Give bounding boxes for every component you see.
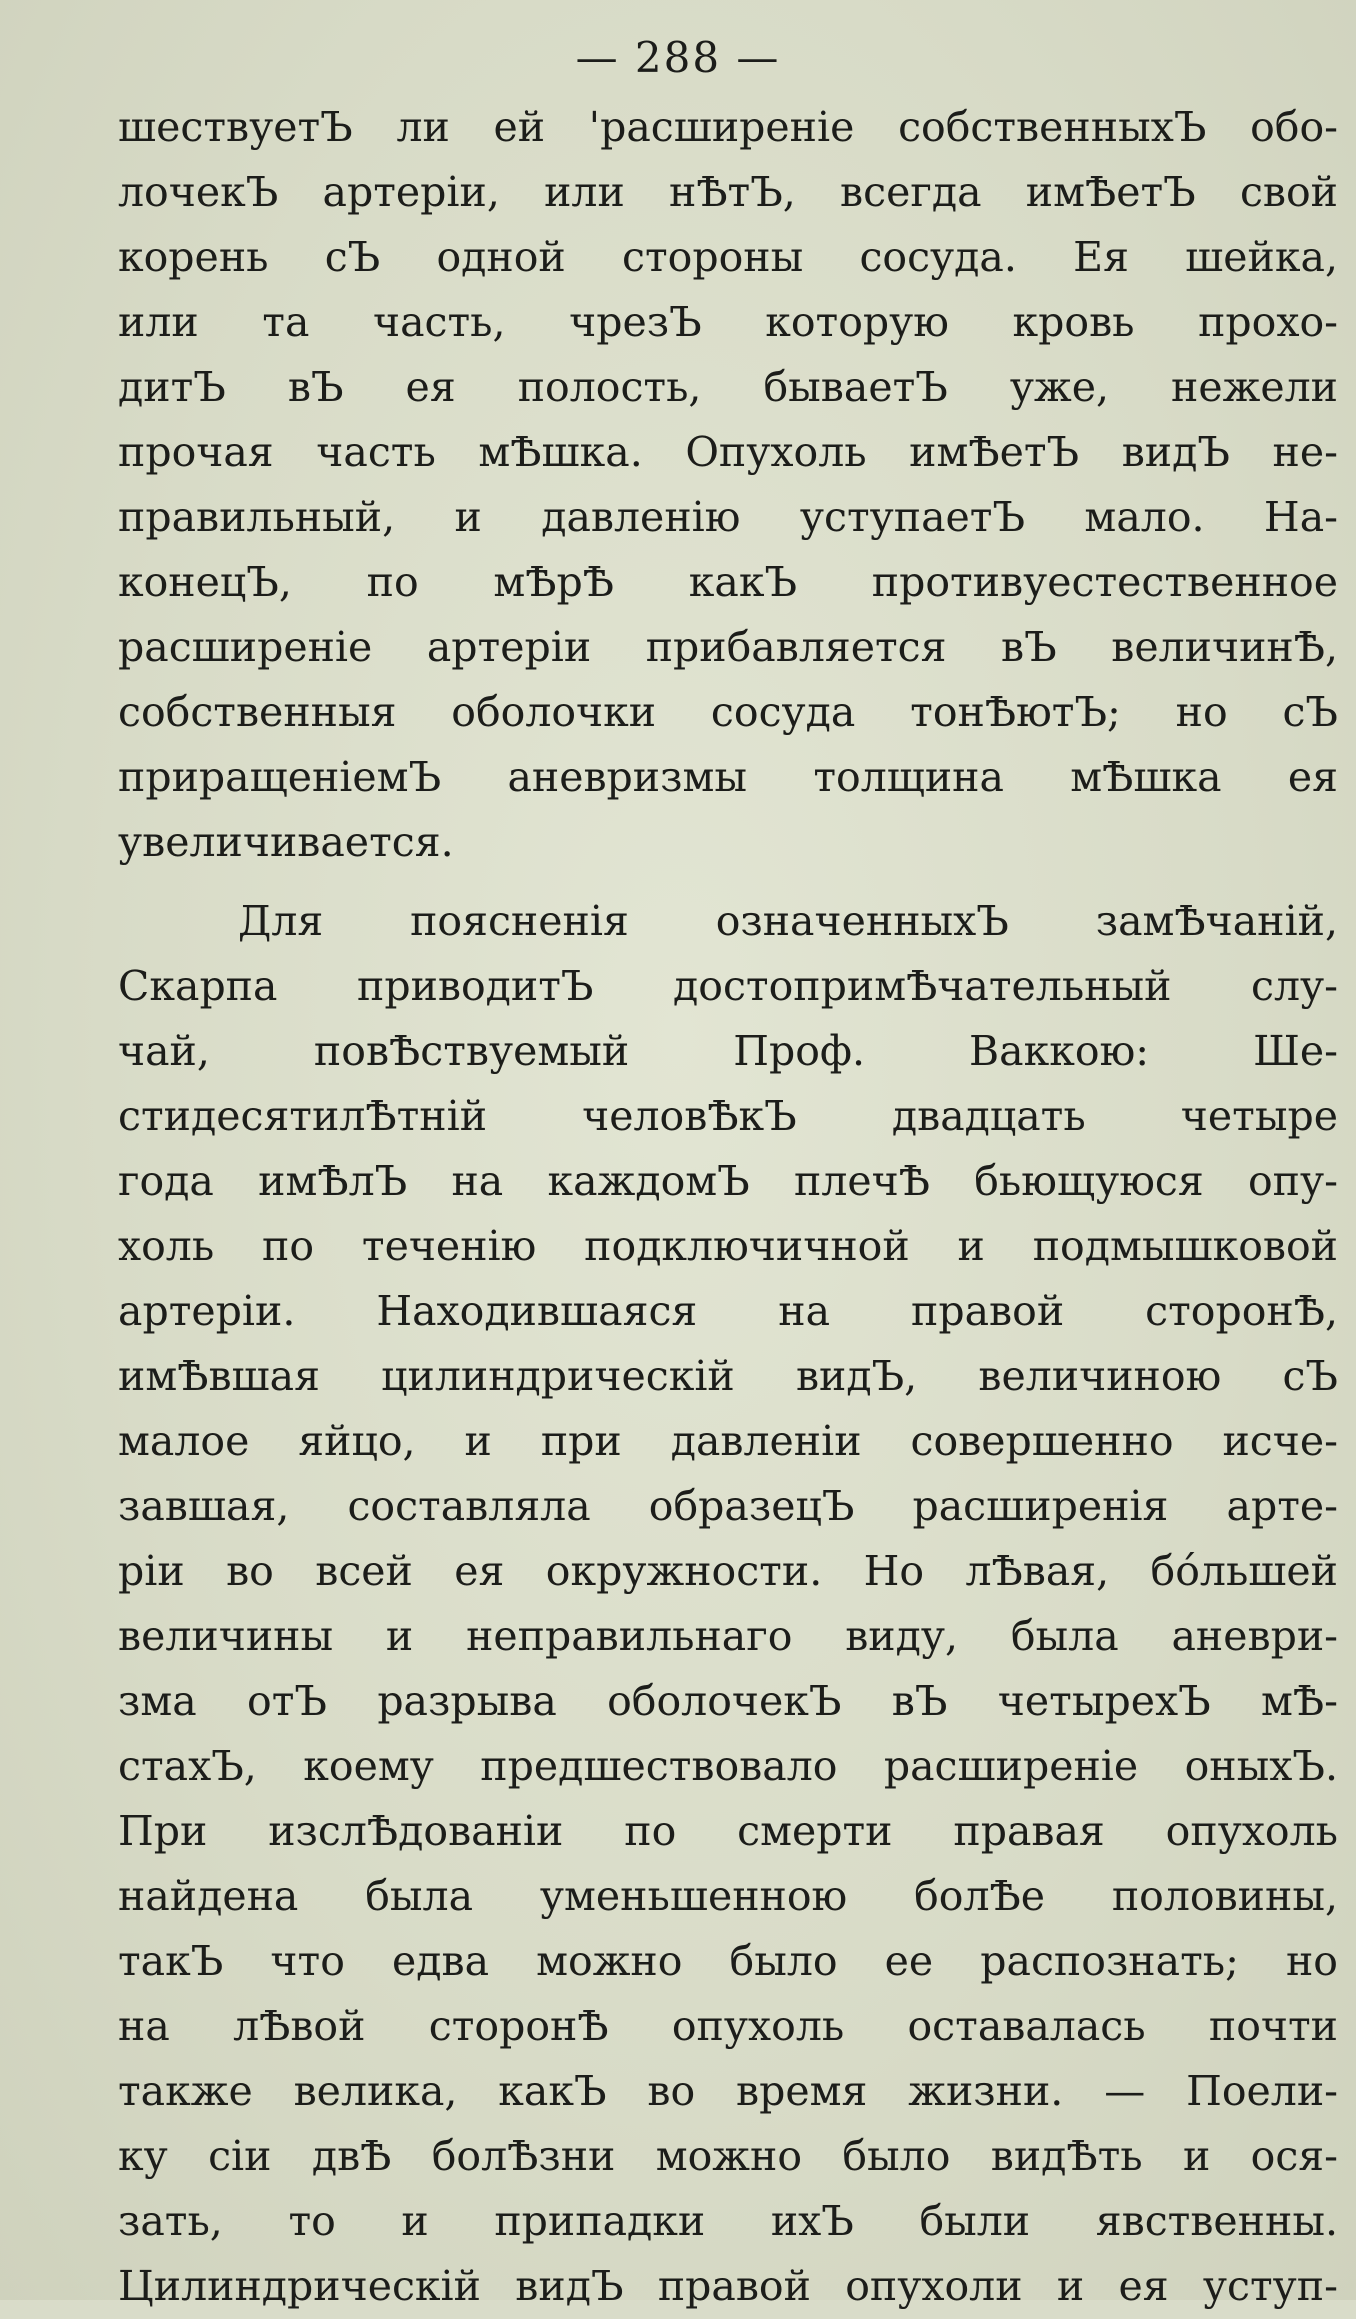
text-line: Для поясненія означенныхЪ замѢчаній, [238,897,1338,945]
text-line: такЪ что едва можно было ее распознать; но [118,1937,1338,1985]
text-line: ріи во всей ея окружности. Но лѢвая, бо́льшей [118,1547,1338,1595]
page-number: — 288 — [575,33,781,82]
text-line: артеріи. Находившаяся на правой сторонѢ, [118,1287,1338,1335]
text-line: завшая, составляла образецЪ расширенія арте- [118,1482,1338,1530]
text-line: найдена была уменьшенною болѢе половины, [118,1872,1338,1920]
text-line: также велика, какЪ во время жизни. — Поели- [118,2067,1338,2115]
text-line: дитЪ вЪ ея полость, бываетЪ уже, нежели [118,363,1338,411]
text-line: лочекЪ артеріи, или нѢтЪ, всегда имѢетЪ свой [118,168,1338,216]
paragraph-gap [118,875,1338,889]
text-line: года имѢлЪ на каждомЪ плечѢ бьющуюся опу- [118,1157,1338,1205]
text-line: увеличивается. [118,818,454,866]
paragraph-1 [118,95,1338,875]
text-line: имѢвшая цилиндрическій видЪ, величиною сЪ [118,1352,1338,1400]
paragraph-2 [118,889,1338,2319]
text-line: Цилиндрическій видЪ правой опухоли и ея уступ- [118,2262,1338,2310]
text-line: прочая часть мѢшка. Опухоль имѢетЪ видЪ не- [118,428,1338,476]
text-line: При изслѢдованіи по смерти правая опухоль [118,1807,1338,1855]
text-line: стидесятилѢтній человѢкЪ двадцать четыре [118,1092,1338,1140]
text-line: собственныя оболочки сосуда тонѢютЪ; но сЪ [118,688,1338,736]
text-line: правильный, и давленію уступаетЪ мало. На- [118,493,1338,541]
text-line: величины и неправильнаго виду, была аневри- [118,1612,1338,1660]
text-line: чай, повѢствуемый Проф. Ваккою: Ше- [118,1027,1338,1075]
text-line: конецЪ, по мѢрѢ какЪ противуестественное [118,558,1338,606]
text-line: стахЪ, коему предшествовало расширеніе оныхЪ. [118,1742,1338,1790]
text-line: расширеніе артеріи прибавляется вЪ величинѢ, [118,623,1338,671]
text-line: зма отЪ разрыва оболочекЪ вЪ четырехЪ мѢ- [118,1677,1338,1725]
body-text [118,95,1338,2319]
text-line: приращеніемЪ аневризмы толщина мѢшка ея [118,753,1338,801]
text-line: Скарпа приводитЪ достопримѢчательный слу- [118,962,1338,1010]
text-line: зать, то и припадки ихЪ были явственны. [118,2197,1338,2245]
text-line: на лѢвой сторонѢ опухоль оставалась почти [118,2002,1338,2050]
text-line: шествуетЪ ли ей 'расширеніе собственныхЪ обо- [118,103,1338,151]
text-line: корень сЪ одной стороны сосуда. Ея шейка, [118,233,1338,281]
text-line: холь по теченію подключичной и подмышковой [118,1222,1338,1270]
text-line: или та часть, чрезЪ которую кровь прохо- [118,298,1338,346]
text-line: малое яйцо, и при давленіи совершенно исче- [118,1417,1338,1465]
text-line: ку сіи двѢ болѢзни можно было видѢть и ося- [118,2132,1338,2180]
